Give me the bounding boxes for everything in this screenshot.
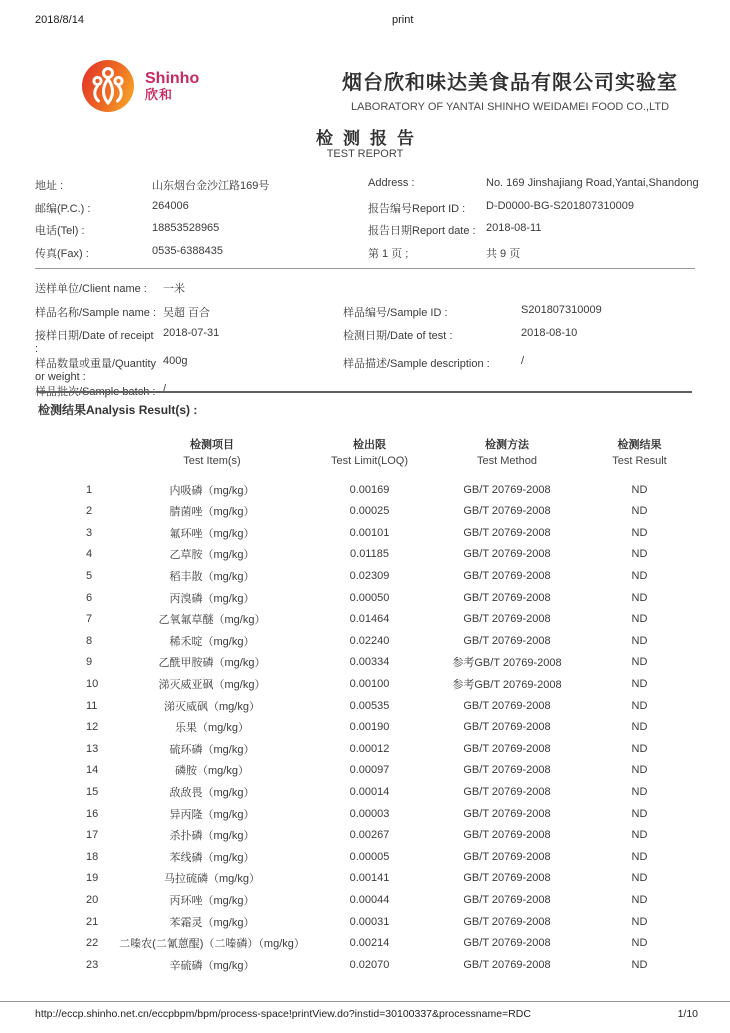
sample-label-right: 检测日期/Date of test : — [343, 330, 453, 342]
row-test-limit: 0.00141 — [349, 872, 390, 885]
sample-label-left: 样品名称/Sample name : — [35, 306, 157, 319]
sample-label-left: 样品批次/Sample batch : — [35, 386, 156, 398]
row-number: 22 — [86, 937, 99, 950]
row-test-method: GB/T 20769-2008 — [463, 937, 551, 950]
row-test-method: GB/T 20769-2008 — [463, 483, 551, 496]
row-test-limit: 0.00050 — [349, 591, 390, 604]
row-number: 6 — [86, 591, 93, 604]
row-test-result: ND — [631, 893, 648, 906]
row-test-result: ND — [631, 678, 648, 691]
row-number: 11 — [86, 699, 98, 712]
row-number: 23 — [86, 958, 99, 971]
table-row — [62, 479, 682, 501]
row-test-result: ND — [631, 915, 648, 928]
row-test-method: 参考GB/T 20769-2008 — [452, 679, 562, 692]
company-name-cn: 烟台欣和味达美食品有限公司实验室 — [342, 72, 678, 94]
row-test-item: 苯霜灵（mg/kg） — [169, 916, 255, 929]
print-header-date: 2018/8/14 — [35, 14, 84, 26]
row-test-method: GB/T 20769-2008 — [463, 634, 551, 647]
header-test-item-cn: 检测项目 — [190, 439, 234, 451]
sample-value-left: / — [163, 383, 167, 395]
row-test-result: ND — [631, 829, 648, 842]
row-number: 4 — [86, 548, 93, 561]
row-test-limit: 0.00267 — [349, 829, 390, 842]
row-test-result: ND — [631, 785, 648, 798]
header-test-limit — [322, 438, 417, 470]
table-row — [62, 608, 682, 630]
row-test-limit: 0.00100 — [349, 678, 390, 691]
table-row — [62, 587, 682, 609]
table-row — [62, 932, 682, 954]
company-name-en: LABORATORY OF YANTAI SHINHO WEIDAMEI FOOD CO.,LTD — [350, 101, 670, 113]
row-test-method: GB/T 20769-2008 — [463, 742, 551, 755]
row-test-method: GB/T 20769-2008 — [463, 915, 551, 928]
row-test-limit: 0.00003 — [349, 807, 390, 820]
row-test-item: 氟环唑（mg/kg） — [169, 527, 255, 540]
row-test-result: ND — [631, 764, 648, 777]
table-row — [62, 738, 682, 760]
report-title-en: TEST REPORT — [326, 148, 404, 160]
sample-value-left: 吴超 百合 — [163, 306, 211, 319]
contact-value-right: 2018-08-11 — [486, 222, 542, 234]
row-test-item: 磷胺（mg/kg） — [175, 765, 249, 778]
row-test-result: ND — [631, 613, 648, 626]
row-test-result: ND — [631, 526, 648, 539]
table-row — [62, 954, 682, 976]
header-test-method-en: Test Method — [477, 454, 537, 467]
row-test-item: 硫环磷（mg/kg） — [169, 743, 255, 756]
contact-row — [35, 177, 710, 200]
row-test-item: 异丙隆（mg/kg） — [169, 808, 255, 821]
row-test-result: ND — [631, 807, 648, 820]
row-test-item: 乙酰甲胺磷（mg/kg） — [158, 657, 266, 670]
brand-name-en: Shinho — [145, 69, 200, 87]
row-test-item: 丙溴磷（mg/kg） — [169, 592, 255, 605]
row-test-result: ND — [631, 721, 648, 734]
table-row — [62, 781, 682, 803]
row-number: 14 — [86, 764, 99, 777]
contact-value-right: 共 9 页 — [486, 247, 521, 260]
contact-label-right: 报告日期Report date : — [368, 225, 476, 237]
sample-label-right: 样品编号/Sample ID : — [343, 306, 448, 319]
row-test-result: ND — [631, 958, 648, 971]
row-test-method: GB/T 20769-2008 — [463, 829, 551, 842]
row-test-result: ND — [631, 699, 648, 712]
row-test-item: 丙环唑（mg/kg） — [169, 894, 255, 907]
contact-row — [35, 245, 710, 268]
row-test-limit: 0.00101 — [349, 526, 390, 539]
sample-value-right: / — [521, 355, 525, 367]
row-test-limit: 0.00012 — [349, 742, 390, 755]
row-test-item: 马拉硫磷（mg/kg） — [164, 873, 260, 886]
row-test-item: 稻丰散（mg/kg） — [169, 571, 255, 584]
results-table-body — [62, 479, 682, 976]
results-table — [62, 438, 682, 976]
row-test-result: ND — [631, 634, 648, 647]
row-number: 7 — [86, 613, 93, 626]
row-test-result: ND — [631, 570, 648, 583]
row-number: 18 — [86, 850, 99, 863]
contact-label-right: Address : — [368, 177, 415, 189]
row-test-method: GB/T 20769-2008 — [463, 505, 551, 518]
row-number: 12 — [86, 721, 99, 734]
header-test-limit-cn: 检出限 — [353, 439, 386, 451]
row-test-result: ND — [631, 483, 648, 496]
header-test-result-cn: 检测结果 — [617, 439, 662, 451]
row-test-item: 乙氧氟草醚（mg/kg） — [158, 614, 266, 627]
header-test-limit-en: Test Limit(LOQ) — [330, 454, 408, 467]
row-test-limit: 0.00044 — [349, 893, 390, 906]
sample-label-left: 样品数量或重量/Quantity or weight : — [35, 358, 157, 383]
row-test-result: ND — [631, 505, 648, 518]
row-test-limit: 0.00097 — [349, 764, 390, 777]
row-number: 16 — [86, 807, 99, 820]
header-test-method-cn: 检测方法 — [485, 439, 529, 451]
table-row — [62, 716, 682, 738]
table-row — [62, 673, 682, 695]
table-row — [62, 695, 682, 717]
contact-value-right: D-D0000-BG-S201807310009 — [486, 199, 634, 212]
row-test-item: 涕灭威砜（mg/kg） — [164, 700, 260, 713]
table-row — [62, 500, 682, 522]
report-title-cn: 检测报告 — [316, 129, 424, 148]
contact-value-left: 18853528965 — [152, 222, 220, 234]
row-test-limit: 0.00169 — [349, 483, 390, 496]
row-test-method: GB/T 20769-2008 — [463, 893, 551, 906]
row-number: 20 — [86, 893, 99, 906]
divider-footer — [0, 1001, 730, 1002]
row-test-limit: 0.02070 — [349, 958, 390, 971]
sample-row — [35, 355, 710, 383]
row-test-item: 稀禾啶（mg/kg） — [169, 635, 255, 648]
row-test-limit: 0.01464 — [349, 613, 390, 626]
table-row — [62, 824, 682, 846]
divider-contact — [35, 268, 695, 269]
contact-value-left: 山东烟台金沙江路169号 — [152, 180, 270, 192]
row-test-method: GB/T 20769-2008 — [463, 785, 551, 798]
sample-label-right: 样品描述/Sample description : — [343, 358, 490, 370]
row-test-method: GB/T 20769-2008 — [463, 699, 551, 712]
row-test-method: 参考GB/T 20769-2008 — [452, 657, 562, 670]
sample-row — [35, 280, 710, 304]
shinho-logo-icon — [80, 58, 136, 114]
table-row — [62, 868, 682, 890]
row-number: 19 — [86, 872, 99, 885]
sample-label-left: 送样单位/Client name : — [35, 283, 147, 295]
row-test-limit: 0.02309 — [349, 570, 390, 583]
contact-row — [35, 222, 710, 245]
print-header-title: print — [392, 14, 414, 26]
brand-header — [80, 58, 199, 114]
contact-row — [35, 200, 710, 223]
row-test-item: 内吸磷（mg/kg） — [169, 484, 255, 497]
header-no — [62, 438, 102, 470]
footer-url: http://eccp.shinho.net.cn/eccpbpm/bpm/process-space!printView.do?instid=30100337&processname=RDC — [35, 1008, 531, 1020]
sample-value-left: 一米 — [163, 283, 185, 295]
sample-value-right: 2018-08-10 — [521, 327, 578, 339]
row-test-limit: 0.00535 — [349, 699, 390, 712]
table-row — [62, 889, 682, 911]
row-test-limit: 0.00334 — [349, 656, 390, 669]
contact-info-section — [35, 177, 710, 267]
row-number: 1 — [86, 483, 93, 496]
row-test-result: ND — [631, 548, 648, 561]
row-number: 5 — [86, 570, 93, 583]
row-test-limit: 0.00190 — [349, 721, 390, 734]
row-test-result: ND — [631, 742, 648, 755]
row-test-method: GB/T 20769-2008 — [463, 526, 551, 539]
row-test-method: GB/T 20769-2008 — [463, 591, 551, 604]
row-test-limit: 0.01185 — [350, 548, 389, 561]
table-row — [62, 760, 682, 782]
results-table-header — [62, 438, 682, 470]
row-test-item: 腈菌唑（mg/kg） — [169, 506, 255, 519]
header-test-result-en: Test Result — [612, 454, 667, 467]
header-test-item-en: Test Item(s) — [183, 454, 241, 467]
row-test-method: GB/T 20769-2008 — [463, 570, 551, 583]
row-test-result: ND — [631, 937, 648, 950]
table-row — [62, 522, 682, 544]
row-number: 3 — [86, 526, 93, 539]
brand-name-cn: 欣和 — [145, 86, 174, 102]
contact-label-left: 传真(Fax) : — [35, 247, 89, 260]
contact-label-right: 报告编号Report ID : — [368, 202, 466, 215]
row-test-item: 涕灭威亚砜（mg/kg） — [158, 679, 266, 692]
row-test-limit: 0.00025 — [349, 505, 390, 518]
row-test-method: GB/T 20769-2008 — [463, 764, 551, 777]
sample-value-right: S201807310009 — [521, 303, 602, 316]
row-test-result: ND — [631, 872, 648, 885]
sample-info-section — [35, 280, 710, 407]
row-test-method: GB/T 20769-2008 — [463, 613, 551, 626]
company-title-block — [290, 66, 730, 113]
row-test-item: 辛硫磷（mg/kg） — [169, 959, 255, 972]
row-test-result: ND — [631, 656, 648, 669]
row-number: 15 — [86, 785, 99, 798]
sample-label-left: 接样日期/Date of receipt : — [35, 330, 154, 355]
row-test-limit: 0.00005 — [349, 850, 390, 863]
sample-row — [35, 304, 710, 328]
row-test-limit: 0.00031 — [349, 915, 390, 928]
row-test-item: 乐果（mg/kg） — [175, 722, 249, 735]
row-number: 10 — [86, 678, 99, 691]
row-test-result: ND — [631, 850, 648, 863]
row-test-item: 苯线磷（mg/kg） — [169, 851, 255, 864]
row-test-item: 乙草胺（mg/kg） — [169, 549, 255, 562]
row-number: 17 — [86, 829, 99, 842]
table-row — [62, 911, 682, 933]
contact-value-left: 264006 — [152, 199, 189, 212]
row-test-method: GB/T 20769-2008 — [463, 548, 551, 561]
contact-label-left: 电话(Tel) : — [35, 225, 85, 237]
row-test-limit: 0.02240 — [349, 634, 390, 647]
sample-value-left: 400g — [163, 355, 188, 367]
row-test-method: GB/T 20769-2008 — [463, 958, 551, 971]
row-number: 8 — [86, 634, 93, 647]
row-number: 13 — [86, 742, 99, 755]
row-test-method: GB/T 20769-2008 — [463, 872, 551, 885]
sample-value-left: 2018-07-31 — [163, 327, 220, 339]
contact-value-right: No. 169 Jinshajiang Road,Yantai,Shandong — [486, 177, 699, 189]
table-row — [62, 544, 682, 566]
row-test-method: GB/T 20769-2008 — [463, 807, 551, 820]
table-row — [62, 803, 682, 825]
row-test-limit: 0.00014 — [349, 785, 390, 798]
contact-label-right: 第 1 页 ; — [368, 247, 409, 260]
row-number: 21 — [86, 915, 99, 928]
row-number: 2 — [86, 505, 93, 518]
contact-value-left: 0535-6388435 — [152, 244, 223, 257]
results-section-title: 检测结果Analysis Result(s) : — [38, 403, 198, 417]
table-row — [62, 652, 682, 674]
contact-label-left: 地址 : — [35, 180, 64, 192]
row-test-item: 敌敌畏（mg/kg） — [169, 786, 255, 799]
table-row — [62, 565, 682, 587]
footer-page-number: 1/10 — [677, 1008, 698, 1020]
table-row — [62, 630, 682, 652]
brand-wordmark — [145, 71, 199, 101]
header-test-item — [102, 438, 322, 470]
contact-label-left: 邮编(P.C.) : — [35, 202, 91, 215]
header-test-method — [417, 438, 597, 470]
row-test-limit: 0.00214 — [349, 937, 390, 950]
row-test-result: ND — [631, 591, 648, 604]
sample-row — [35, 327, 710, 355]
header-test-result — [597, 438, 682, 470]
row-number: 9 — [86, 656, 93, 669]
row-test-item: 二嗪农(二氰蒽醌)（二嗪磷）（mg/kg） — [119, 938, 305, 951]
row-test-method: GB/T 20769-2008 — [463, 850, 551, 863]
table-row — [62, 846, 682, 868]
divider-sample — [37, 391, 692, 393]
row-test-item: 杀扑磷（mg/kg） — [169, 830, 255, 843]
row-test-method: GB/T 20769-2008 — [463, 721, 551, 734]
